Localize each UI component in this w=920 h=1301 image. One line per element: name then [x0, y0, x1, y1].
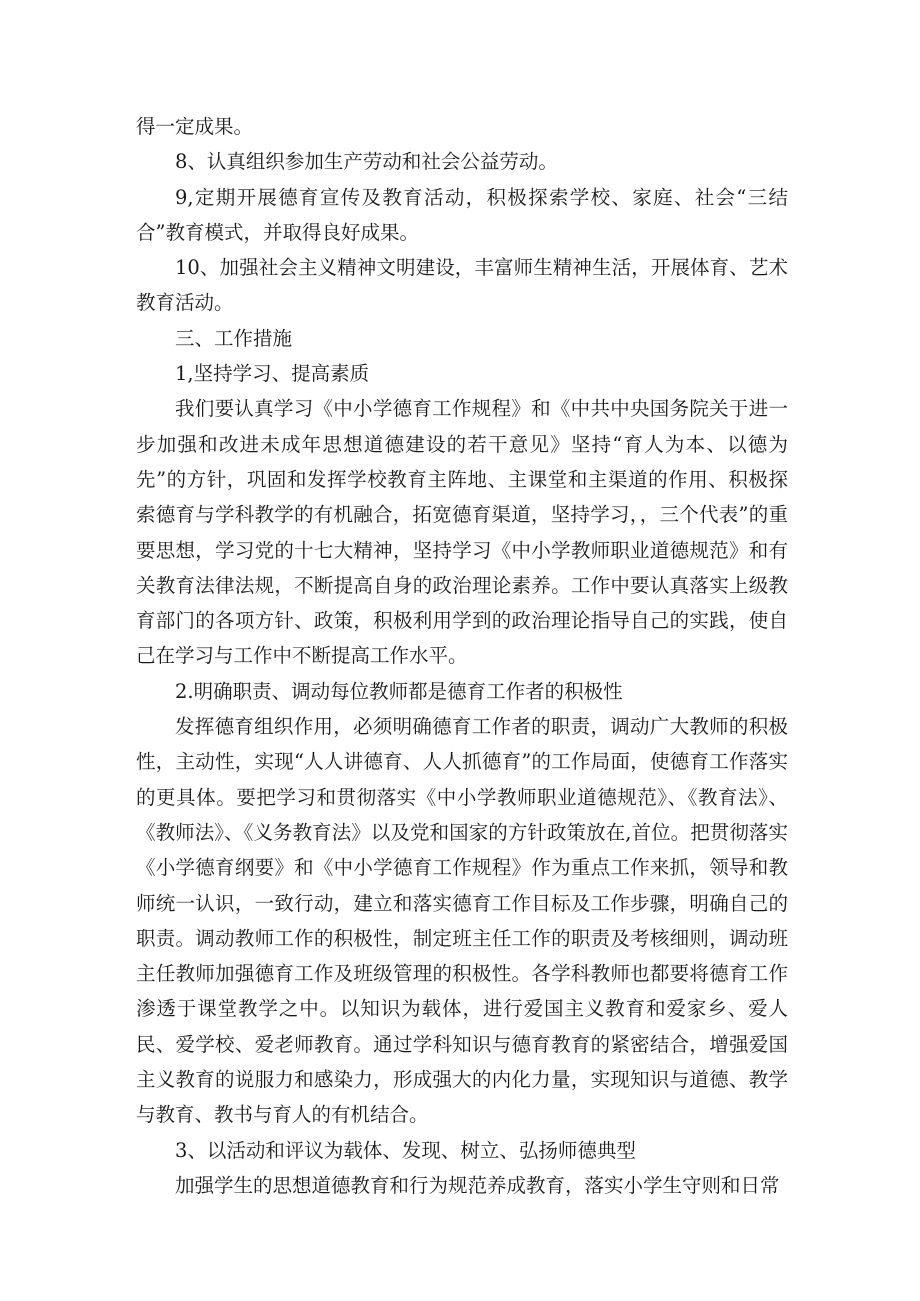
paragraph-item-9: 9,定期开展德育宣传及教育活动，积极探索学校、家庭、社会“三结合”教育模式，并取得良好成果。 [136, 185, 788, 244]
section-heading-measures: 三、工作措施 [175, 326, 293, 350]
paragraph-activities: 加强学生的思想道德教育和行为规范养成教育，落实小学生守则和日常 [175, 1173, 780, 1197]
paragraph-item-10: 10、加强社会主义精神文明建设，丰富师生精神生活，开展体育、艺术教育活动。 [136, 256, 788, 315]
paragraph-study: 我们要认真学习《中小学德育工作规程》和《中共中央国务院关于进一步加强和改进未成年思想道德建设的若干意见》坚持“育人为本、以德为先”的方针，巩固和发挥学校教育主阵地、主课堂和主渠道的作用、积极探索德育与学科教学的有机融合，拓宽德育渠道，坚持学习，，三个代表”的重要思想，学习党的十七大精神，坚持学习《中小学教师职业道德规范》和有关教育法律法规，不断提高自身的政治理论素养。工作中要认真落实上级教育部门的各项方针、政策，积极利用学到的政治理论指导自己的实践，使自己在学习与工作中不断提高工作水平。 [136, 397, 788, 668]
paragraph-continuation: 得一定成果。 [136, 115, 254, 138]
paragraph-duties: 发挥德育组织作用，必须明确德育工作者的职责，调动广大教师的积极性，主动性，实现“人人讲德育、人人抓德育”的工作局面，使德育工作落实的更具体。要把学习和贯彻落实《中小学教师职业道德规范》、《教育法》、《教师法》、《义务教育法》以及党和国家的方针政策放在,首位。把贯彻落实《小学德育纲要》和《中小学德育工作规程》作为重点工作来抓，领导和教师统一认识，一致行动，建立和落实德育工作目标及工作步骤，明确自己的职责。调动教师工作的积极性，制定班主任工作的职责及考核细则，调动班主任教师加强德育工作及班级管理的积极性。各学科教师也都要将德育工作渗透于课堂教学之中。以知识为载体，进行爱国主义教育和爱家乡、爱人民、爱学校、爱老师教育。通过学科知识与德育教育的紧密结合，增强爱国主义教育的说服力和感染力，形成强大的内化力量，实现知识与道德、教学与教育、教书与育人的有机结合。 [136, 715, 788, 1127]
subheading-duties: 2.明确职责、调动每位教师都是德育工作者的积极性 [175, 679, 623, 703]
paragraph-item-8: 8、认真组织参加生产劳动和社会公益劳动。 [175, 150, 558, 174]
document-body [136, 109, 788, 1203]
subheading-study: 1,坚持学习、提高素质 [175, 362, 370, 386]
subheading-activities: 3、以活动和评议为载体、发现、树立、弘扬师德典型 [175, 1138, 636, 1162]
